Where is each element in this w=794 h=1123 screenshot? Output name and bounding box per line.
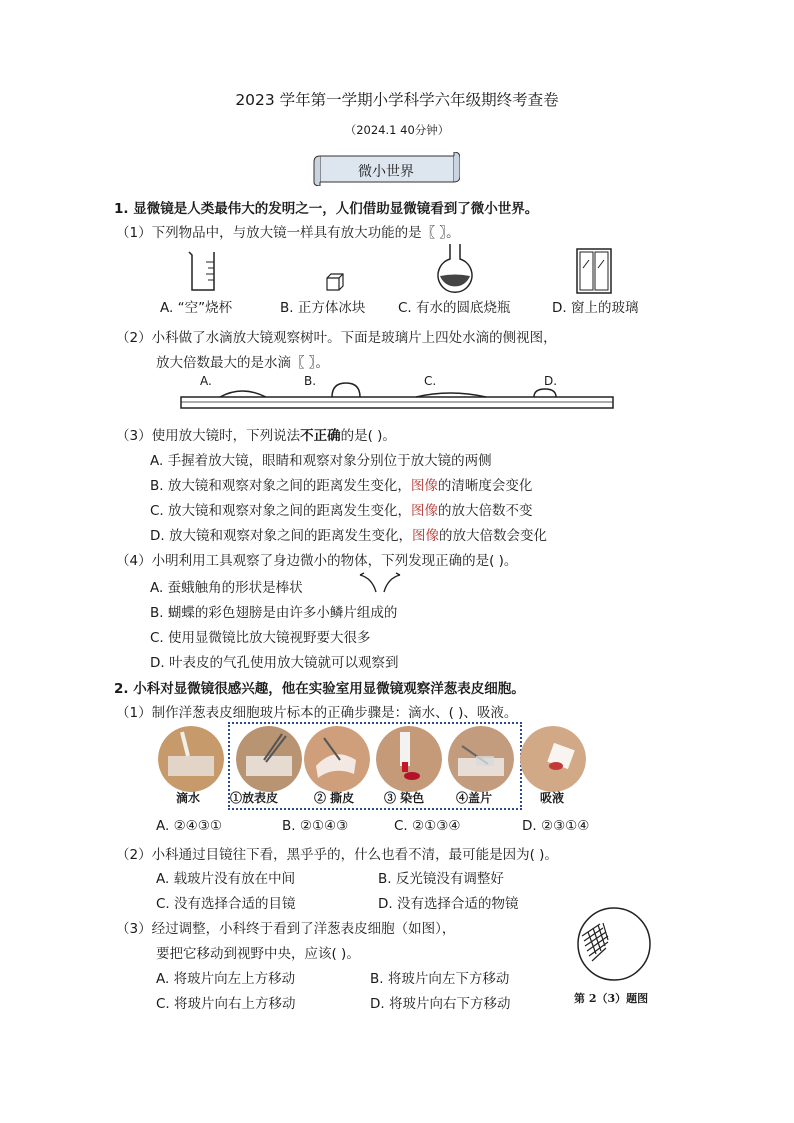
q1-3-c-pre: C. 放大镜和观察对象之间的距离发生变化，	[150, 503, 412, 519]
q1-3-pre: （3）使用放大镜时，下列说法	[116, 428, 301, 444]
q1-3-stem	[116, 424, 396, 444]
q1-3-b-pre: B. 放大镜和观察对象之间的距离发生变化，	[150, 478, 411, 494]
q2-2-option-d: D. 没有选择合适的物镜	[378, 896, 519, 912]
q2-3-line1: （3）经过调整，小科终于看到了洋葱表皮细胞（如图），	[116, 921, 456, 937]
q2-2-option-c: C. 没有选择合适的目镜	[156, 896, 296, 912]
step-label-6: 吸液	[540, 791, 565, 805]
exam-subtitle: （2024.1 40分钟）	[344, 123, 450, 137]
q1-4-option-d: D. 叶表皮的气孔使用放大镜就可以观察到	[150, 655, 399, 671]
q1-1-option-a: A. “空”烧杯	[160, 300, 233, 316]
q1-2-line2: 放大倍数最大的是水滴〖 〗。	[156, 355, 330, 371]
q1-stem: 1. 显微镜是人类最伟大的发明之一，人们借助显微镜看到了微小世界。	[114, 201, 539, 217]
q1-3-d-pre: D. 放大镜和观察对象之间的距离发生变化，	[150, 528, 412, 544]
q1-1-option-b: B. 正方体冰块	[280, 300, 366, 316]
q1-3-option-b	[150, 474, 532, 494]
step-label-1: 滴水	[176, 791, 201, 805]
q1-1-option-c: C. 有水的圆底烧瓶	[398, 300, 511, 316]
step-place-epidermis-photo-icon	[236, 726, 302, 792]
q1-4-option-a: A. 蚕蛾触角的形状是棒状	[150, 580, 303, 596]
q2-1-option-c: C. ②①③④	[394, 818, 461, 834]
step-peel-skin-photo-icon	[304, 726, 370, 792]
q2-3-option-b: B. 将玻片向左下方移动	[370, 971, 510, 987]
q1-3-option-c	[150, 499, 533, 519]
figure-caption: 第 2（3）题图	[574, 992, 649, 1005]
step-cover-slip-photo-icon	[448, 726, 514, 792]
q1-4-text: （4）小明利用工具观察了身边微小的物体，下列发现正确的是( )。	[116, 553, 518, 569]
q2-2-option-a: A. 载玻片没有放在中间	[156, 871, 296, 887]
window-glass-icon	[576, 248, 612, 294]
drop-label-a: A.	[200, 374, 212, 388]
step-drip-water-photo-icon	[158, 726, 224, 792]
q2-stem: 2. 小科对显微镜很感兴趣，他在实验室用显微镜观察洋葱表皮细胞。	[114, 681, 525, 697]
q1-3-c-red: 图像	[411, 503, 439, 519]
step-label-3: ② 撕皮	[314, 791, 355, 805]
step-absorb-liquid-photo-icon	[520, 726, 586, 792]
q1-3-option-d	[150, 524, 547, 544]
q2-3-option-c: C. 将玻片向右上方移动	[156, 996, 296, 1012]
ice-cube-icon	[326, 273, 344, 291]
q1-3-d-red: 图像	[411, 528, 439, 544]
q2-1-text: （1）制作洋葱表皮细胞玻片标本的正确步骤是：滴水、( )、吸液。	[116, 705, 518, 721]
step-label-2: ①放表皮	[230, 791, 279, 805]
q2-3-line2: 要把它移动到视野中央，应该( )。	[156, 946, 360, 962]
q1-3-c-post: 的放大倍数不变	[438, 503, 533, 519]
microscope-field-of-view-icon	[576, 906, 652, 982]
q1-3-post: 的是( )。	[340, 428, 396, 444]
q1-1-text: （1）下列物品中，与放大镜一样具有放大功能的是〖 〗。	[116, 225, 460, 241]
glass-slide-droplets-icon	[180, 380, 616, 412]
step-stain-photo-icon	[376, 726, 442, 792]
q2-3-option-a: A. 将玻片向左上方移动	[156, 971, 296, 987]
drop-label-b: B.	[304, 374, 317, 388]
antenna-icon	[358, 572, 402, 594]
q1-4-option-c: C. 使用显微镜比放大镜视野要大很多	[150, 630, 371, 646]
step-label-4: ③ 染色	[384, 791, 425, 805]
beaker-icon	[186, 250, 218, 292]
q1-3-b-red: 图像	[410, 478, 438, 494]
q1-3-bold: 不正确	[300, 428, 341, 444]
q2-2-text: （2）小科通过目镜往下看，黑乎乎的，什么也看不清，最可能是因为( )。	[116, 847, 558, 863]
q2-1-option-b: B. ②①④③	[282, 818, 349, 834]
q2-3-option-d: D. 将玻片向右下方移动	[370, 996, 511, 1012]
q2-2-option-b: B. 反光镜没有调整好	[378, 871, 504, 887]
round-flask-icon	[434, 243, 476, 293]
drop-label-c: C.	[424, 374, 437, 388]
step-label-5: ④盖片	[456, 791, 493, 805]
q1-3-d-post: 的放大倍数会变化	[438, 528, 547, 544]
drop-label-d: D.	[544, 374, 558, 388]
q1-3-option-a: A. 手握着放大镜，眼睛和观察对象分别位于放大镜的两侧	[150, 453, 492, 469]
q1-1-option-d: D. 窗上的玻璃	[552, 300, 639, 316]
q1-4-option-b: B. 蝴蝶的彩色翅膀是由许多小鳞片组成的	[150, 605, 398, 621]
exam-title: 2023 学年第一学期小学科学六年级期终考查卷	[235, 91, 559, 109]
q2-1-option-a: A. ②④③①	[156, 818, 222, 834]
q1-2-line1: （2）小科做了水滴放大镜观察树叶。下面是玻璃片上四处水滴的侧视图，	[116, 330, 557, 346]
q2-1-option-d: D. ②③①④	[522, 818, 590, 834]
q1-3-b-post: 的清晰度会变化	[437, 478, 533, 494]
banner-label: 微小世界	[358, 164, 414, 180]
